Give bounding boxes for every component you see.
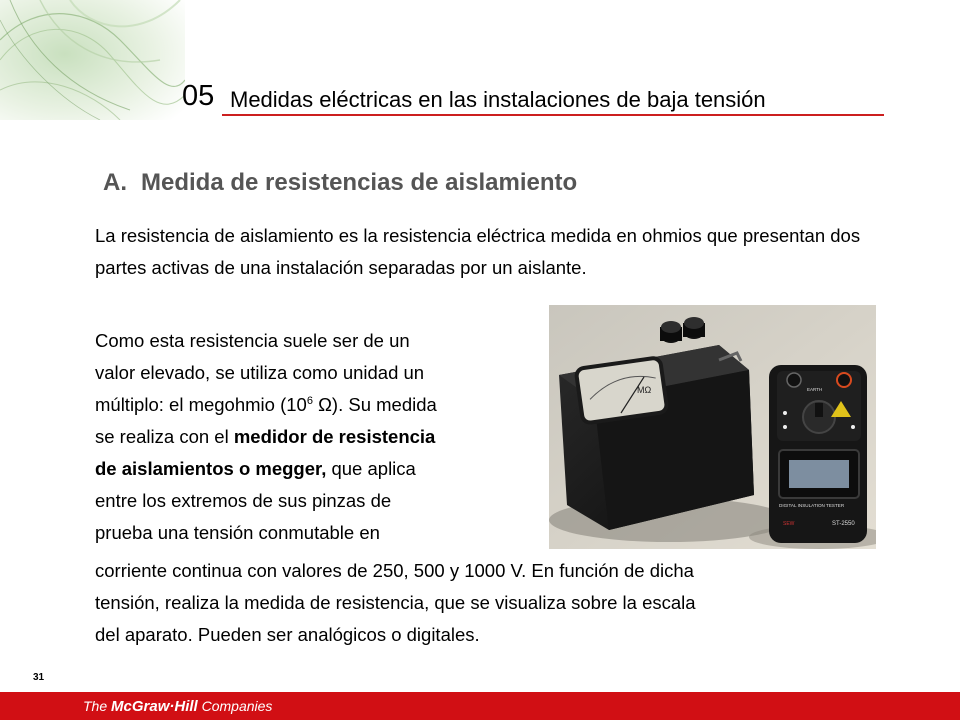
- digital-top-label: EARTH: [807, 387, 823, 392]
- page-number: 31: [33, 672, 45, 683]
- section-title: Medida de resistencias de aislamiento: [141, 169, 578, 196]
- logo-suffix: Companies: [197, 698, 273, 714]
- header-rule: [222, 114, 884, 116]
- body-line: [95, 426, 435, 448]
- body-line: valor elevado, se utiliza como unidad un: [95, 362, 425, 383]
- digital-model-label: ST-2550: [832, 521, 855, 527]
- body-line: entre los extremos de sus pinzas de: [95, 490, 392, 511]
- body-bold-text: de aislamientos o megger,: [95, 458, 327, 479]
- body-line: del aparato. Pueden ser analógicos o digitales.: [95, 624, 480, 645]
- body-line: [95, 394, 437, 416]
- intro-paragraph: La resistencia de aislamiento es la resistencia eléctrica medida en ohmios que presentan dos partes activas de una instalación separadas por un aislante.: [95, 225, 861, 278]
- analog-scale-label: MΩ: [637, 385, 652, 395]
- body-line: tensión, realiza la medida de resistencia, que se visualiza sobre la escala: [95, 592, 696, 613]
- body-line: prueba una tensión conmutable en: [95, 522, 380, 543]
- digital-brand-label: DIGITAL INSULATION TESTER: [779, 503, 845, 508]
- body-text: que aplica: [326, 458, 416, 479]
- section-letter: A.: [103, 169, 127, 196]
- logo-prefix: The: [83, 698, 112, 714]
- footer-bar: [0, 692, 960, 720]
- logo-brand: McGraw·Hill: [111, 698, 198, 715]
- body-line: Como esta resistencia suele ser de un: [95, 330, 410, 351]
- megger-photo: [549, 305, 876, 549]
- chapter-title: Medidas eléctricas en las instalaciones de baja tensión: [230, 87, 766, 112]
- body-bold-text: medidor de resistencia: [233, 426, 436, 447]
- exponent: 6: [306, 395, 313, 407]
- digital-logo: SEW: [783, 521, 795, 527]
- body-text: Ω). Su medida: [312, 394, 437, 415]
- body-line: corriente continua con valores de 250, 500 y 1000 V. En función de dicha: [95, 560, 694, 581]
- decorative-swirl: [0, 0, 185, 120]
- body-line: [95, 458, 416, 480]
- chapter-number: 05: [182, 80, 215, 112]
- publisher-logo: [83, 698, 272, 715]
- section-heading: [103, 169, 577, 197]
- body-text: se realiza con el: [95, 426, 234, 447]
- body-text: múltiplo: el megohmio (10: [95, 394, 307, 415]
- chapter-header: [182, 80, 884, 118]
